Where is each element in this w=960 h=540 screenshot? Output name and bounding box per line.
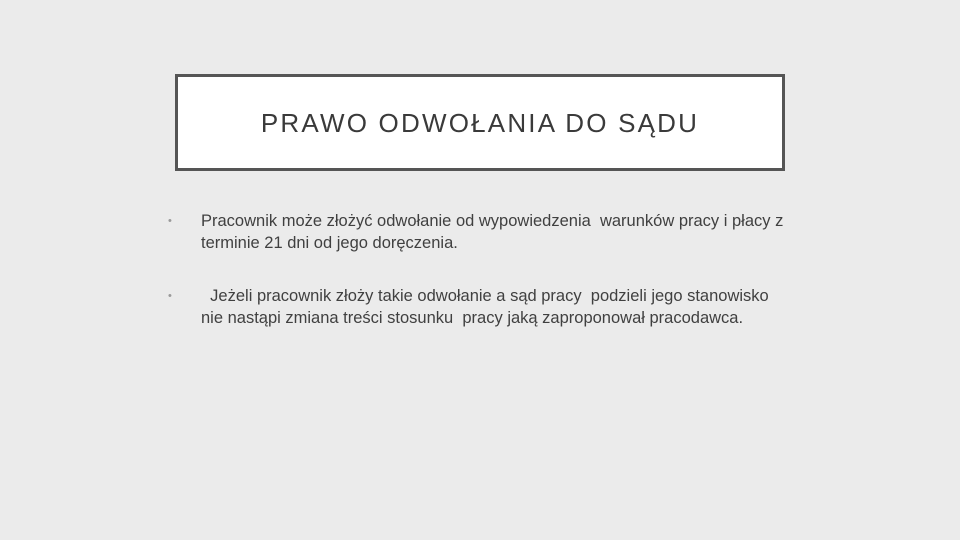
bullet-marker: •: [168, 215, 172, 227]
bullet-item: [168, 210, 788, 254]
slide-title: PRAWO ODWOŁANIA DO SĄDU: [260, 108, 700, 138]
bullet-list: [168, 210, 788, 329]
title-box: [175, 74, 785, 171]
bullet-text: Jeżeli pracownik złoży takie odwołanie a sąd pracy podzieli jego stanowisko nie nastąpi zmiana treści stosunku pracy jaką zaproponował pracodawca.: [201, 287, 774, 327]
bullet-marker: •: [168, 290, 172, 302]
bullet-item: [168, 285, 788, 329]
bullet-text: Pracownik może złożyć odwołanie od wypowiedzenia warunków pracy i płacy z terminie 21 dni od jego doręczenia.: [201, 212, 788, 252]
